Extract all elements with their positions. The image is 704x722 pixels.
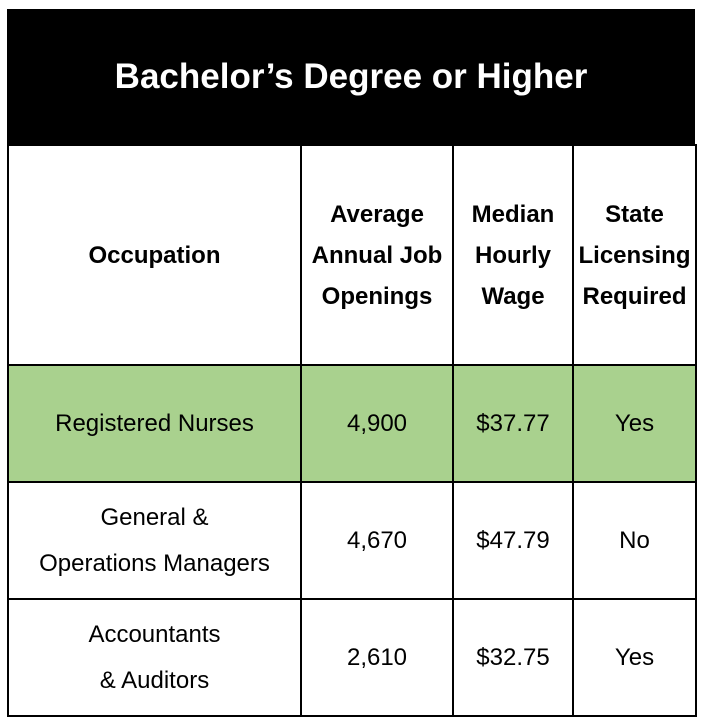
- table-row: [8, 599, 696, 716]
- openings-cell: 4,900: [301, 365, 453, 482]
- openings-cell: 4,670: [301, 482, 453, 599]
- header-state-licensing: State Licensing Required: [573, 145, 696, 365]
- table-row: [8, 482, 696, 599]
- wage-cell: $37.77: [453, 365, 573, 482]
- occupation-cell: Registered Nurses: [8, 365, 301, 482]
- occupation-table: [7, 9, 695, 717]
- header-occupation: Occupation: [8, 145, 301, 365]
- openings-cell: 2,610: [301, 599, 453, 716]
- header-row: [8, 145, 696, 365]
- wage-cell: $32.75: [453, 599, 573, 716]
- licensing-cell: Yes: [573, 365, 696, 482]
- header-job-openings: Average Annual Job Openings: [301, 145, 453, 365]
- table-row: [8, 365, 696, 482]
- licensing-cell: No: [573, 482, 696, 599]
- licensing-cell: Yes: [573, 599, 696, 716]
- wage-cell: $47.79: [453, 482, 573, 599]
- occupation-cell: General & Operations Managers: [8, 482, 301, 599]
- header-hourly-wage: Median Hourly Wage: [453, 145, 573, 365]
- occupation-data-table: [7, 144, 697, 717]
- table-title: Bachelor’s Degree or Higher: [7, 9, 695, 144]
- occupation-cell: Accountants & Auditors: [8, 599, 301, 716]
